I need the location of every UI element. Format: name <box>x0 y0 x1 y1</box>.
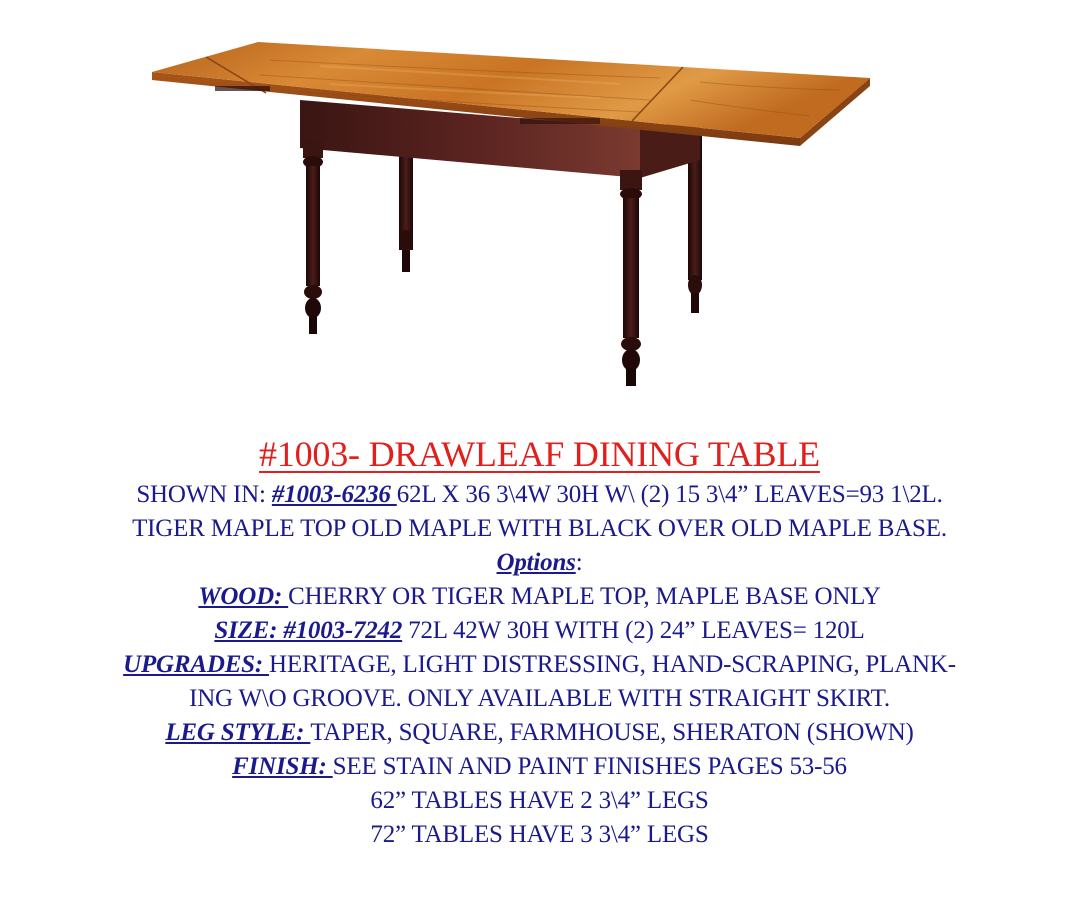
upgrades-label: UPGRADES: <box>123 651 270 678</box>
upgrades-option-line <box>0 648 1079 682</box>
shown-in-dims: 62L X 36 3\4W 30H W\ (2) 15 3\4” LEAVES=93 1\2L. <box>396 481 943 508</box>
product-title: #1003- DRAWLEAF DINING TABLE <box>259 434 820 474</box>
leg-style-option-line <box>0 716 1079 750</box>
product-description <box>0 432 1079 852</box>
leg-style-text: TAPER, SQUARE, FARMHOUSE, SHERATON (SHOWN) <box>310 719 914 746</box>
shown-in-label: SHOWN IN: <box>136 481 272 508</box>
options-label: Options <box>496 549 576 576</box>
options-heading <box>0 546 1079 580</box>
leg-style-label: LEG STYLE: <box>165 719 311 746</box>
wood-text: CHERRY OR TIGER MAPLE TOP, MAPLE BASE ONLY <box>288 583 881 610</box>
table-illustration <box>152 42 870 386</box>
shown-in-line <box>0 478 1079 512</box>
size-label: SIZE: #1003-7242 <box>214 617 403 644</box>
front-leg-right <box>620 170 642 386</box>
product-photo <box>0 0 1079 420</box>
wood-label: WOOD: <box>198 583 289 610</box>
wood-description: TIGER MAPLE TOP OLD MAPLE WITH BLACK OVER OLD MAPLE BASE. <box>132 515 947 542</box>
size-text: 72L 42W 30H WITH (2) 24” LEAVES= 120L <box>402 617 865 644</box>
wood-option-line <box>0 580 1079 614</box>
finish-text: SEE STAIN AND PAINT FINISHES PAGES 53-56 <box>332 753 847 780</box>
size-option-line <box>0 614 1079 648</box>
upgrades-text: HERITAGE, LIGHT DISTRESSING, HAND-SCRAPING, PLANK- <box>269 651 956 678</box>
upgrades-continued: ING W\O GROOVE. ONLY AVAILABLE WITH STRAIGHT SKIRT. <box>189 685 890 712</box>
shown-in-code: #1003-6236 <box>271 481 397 508</box>
finish-option-line <box>0 750 1079 784</box>
legs-72-note: 72” TABLES HAVE 3 3\4” LEGS <box>370 821 709 848</box>
front-leg-left <box>303 140 323 334</box>
finish-label: FINISH: <box>232 753 333 780</box>
legs-62-note: 62” TABLES HAVE 2 3\4” LEGS <box>370 787 709 814</box>
options-colon: : <box>575 549 583 576</box>
